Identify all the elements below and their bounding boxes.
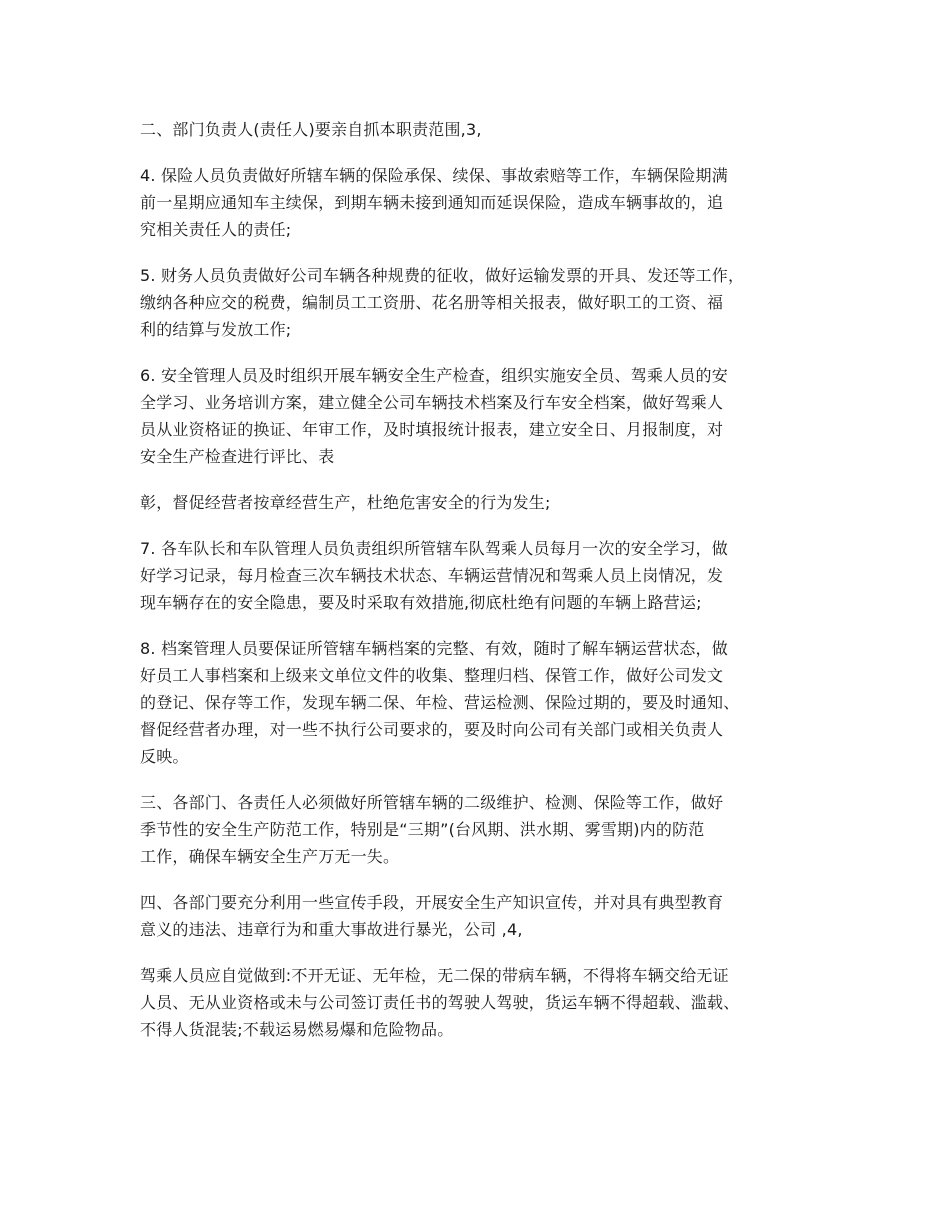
text-line: 全学习、业务培训方案，建立健全公司车辆技术档案及行车安全档案，做好驾乘人 — [140, 393, 724, 412]
text-line: 前一星期应通知车主续保，到期车辆未接到通知而延误保险，造成车辆事故的，追 — [140, 193, 724, 212]
paragraph-4 — [140, 362, 820, 470]
text-line: 不得人货混装;不载运易燃易爆和危险物品。 — [140, 1020, 454, 1039]
text-line: 彰，督促经营者按章经营生产，杜绝危害安全的行为发生; — [140, 493, 551, 512]
paragraph-5 — [140, 489, 820, 516]
text-line: 驾乘人员应自觉做到:不开无证、无年检，无二保的带病车辆，不得将车辆交给无证 — [140, 966, 729, 985]
text-line: 四、各部门要充分利用一些宣传手段，开展安全生产知识宣传，并对具有典型教育 — [140, 893, 724, 912]
paragraph-9 — [140, 889, 820, 943]
paragraph-8 — [140, 789, 820, 870]
text-line: 利的结算与发放工作; — [140, 320, 292, 339]
text-line: 6. 安全管理人员及时组织开展车辆安全生产检查，组织实施安全员、驾乘人员的安 — [140, 366, 728, 385]
text-line: 工作，确保车辆安全生产万无一失。 — [140, 847, 400, 866]
paragraph-7 — [140, 635, 820, 770]
document-body — [140, 116, 820, 1062]
text-line: 究相关责任人的责任; — [140, 220, 292, 239]
text-line: 安全生产检查进行评比、表 — [140, 447, 335, 466]
text-line: 二、部门负责人(责任人)要亲自抓本职责范围,3, — [140, 120, 482, 139]
text-line: 季节性的安全生产防范工作，特别是“三期”(台风期、洪水期、雾雪期)内的防范 — [140, 820, 705, 839]
text-line: 缴纳各种应交的税费，编制员工工资册、花名册等相关报表，做好职工的工资、福 — [140, 293, 724, 312]
text-line: 的登记、保存等工作，发现车辆二保、年检、营运检测、保险过期的，要及时通知、 — [140, 693, 740, 712]
paragraph-1 — [140, 116, 820, 143]
text-line: 4. 保险人员负责做好所辖车辆的保险承保、续保、事故索赔等工作，车辆保险期满 — [140, 166, 728, 185]
text-line: 7. 各车队长和车队管理人员负责组织所管辖车队驾乘人员每月一次的安全学习，做 — [140, 539, 728, 558]
text-line: 好员工人事档案和上级来文单位文件的收集、整理归档、保管工作，做好公司发文 — [140, 666, 724, 685]
text-line: 人员、无从业资格或未与公司签订责任书的驾驶人驾驶，货运车辆不得超载、滥载、 — [140, 993, 740, 1012]
text-line: 5. 财务人员负责做好公司车辆各种规费的征收，做好运输发票的开具、发还等工作， — [140, 266, 745, 285]
paragraph-2 — [140, 162, 820, 243]
paragraph-10 — [140, 962, 820, 1043]
text-line: 意义的违法、违章行为和重大事故进行暴光，公司 ,4, — [140, 920, 523, 939]
text-line: 员从业资格证的换证、年审工作，及时填报统计报表，建立安全日、月报制度，对 — [140, 420, 724, 439]
text-line: 反映。 — [140, 747, 189, 766]
text-line: 三、各部门、各责任人必须做好所管辖车辆的二级维护、检测、保险等工作，做好 — [140, 793, 724, 812]
paragraph-6 — [140, 535, 820, 616]
text-line: 8. 档案管理人员要保证所管辖车辆档案的完整、有效，随时了解车辆运营状态，做 — [140, 639, 728, 658]
text-line: 督促经营者办理，对一些不执行公司要求的，要及时向公司有关部门或相关负责人 — [140, 720, 724, 739]
text-line: 好学习记录，每月检查三次车辆技术状态、车辆运营情况和驾乘人员上岗情况，发 — [140, 566, 724, 585]
text-line: 现车辆存在的安全隐患，要及时采取有效措施,彻底杜绝有问题的车辆上路营运; — [140, 593, 702, 612]
paragraph-3 — [140, 262, 820, 343]
